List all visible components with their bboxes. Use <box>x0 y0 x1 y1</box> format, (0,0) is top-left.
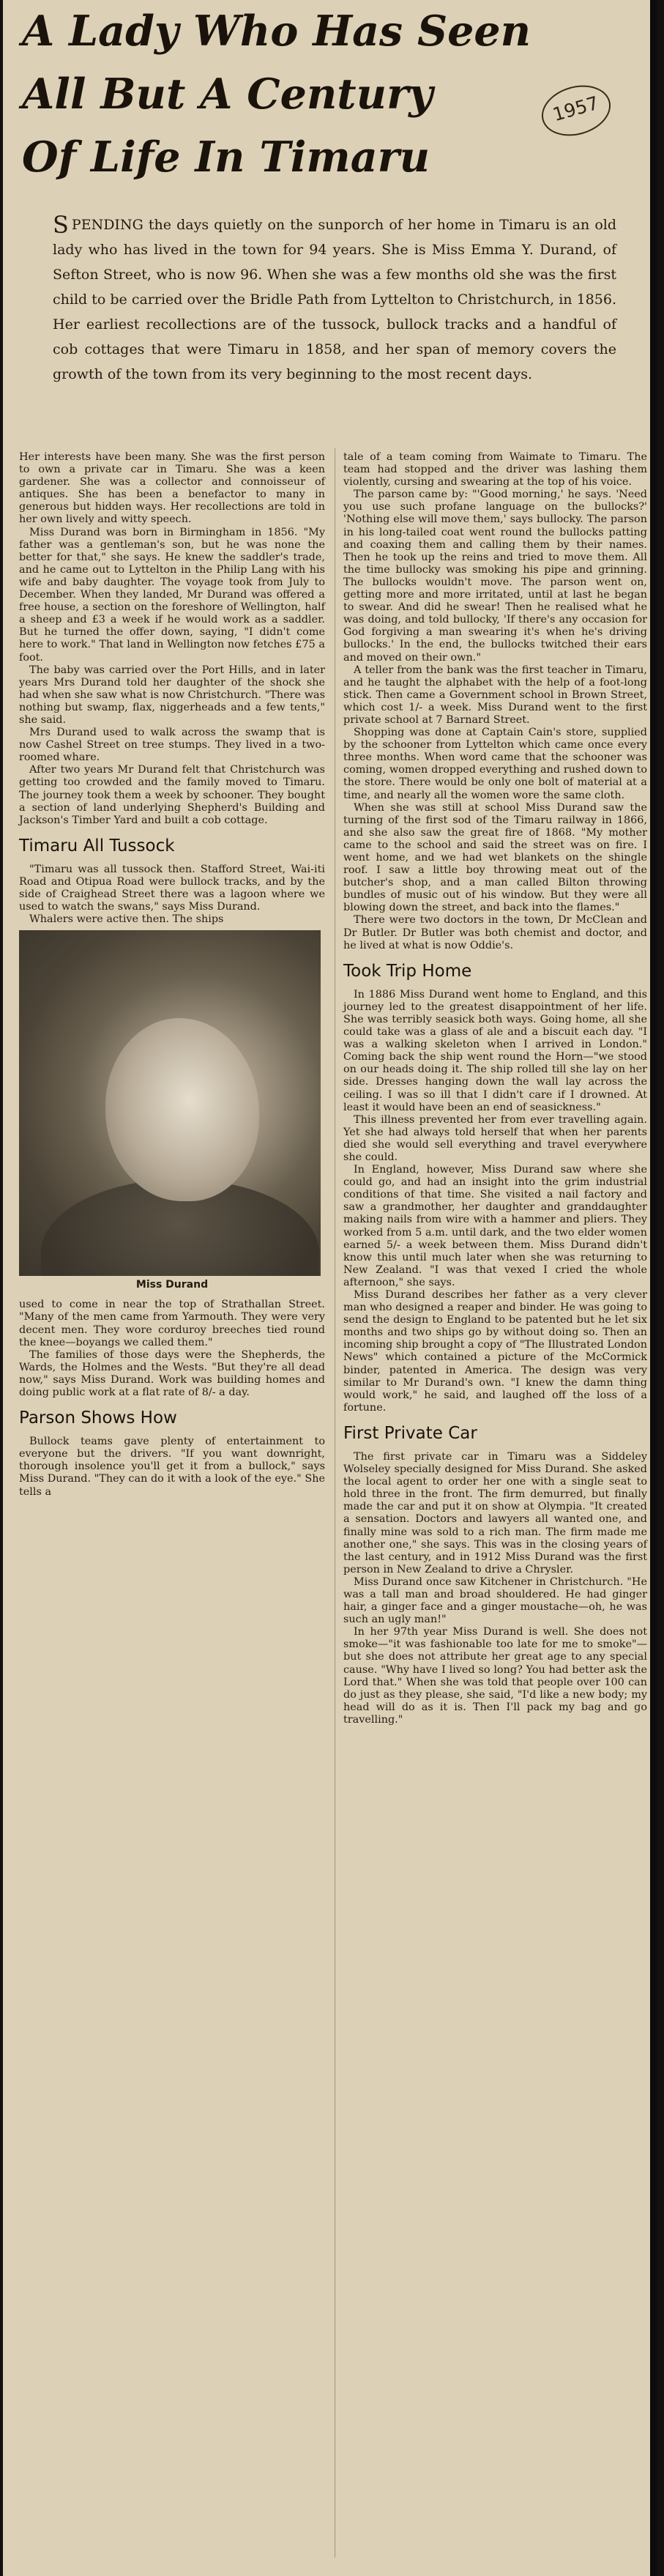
article-paragraph: Shopping was done at Captain Cain's store, supplied by the schooner from Lyttelton which came once every three months. When word came that the schooner was coming, women dropped everything and rushed down to the store. There would be only one bolt of material at a time, and nearly all the women wore the same cloth. <box>343 727 647 801</box>
headline-line-2: All But A Century <box>22 70 433 119</box>
drop-cap: S <box>53 211 69 239</box>
article-paragraph: A teller from the bank was the first teacher in Timaru, and he taught the alphabet with the help of a foot-long stick. Then came a Government school in Brown Street, which cost 1/- a week. Miss Durand went to the first private school at 7 Barnard Street. <box>343 664 647 726</box>
headline <box>22 0 608 189</box>
article-paragraph: In England, however, Miss Durand saw where she could go, and had an insight into the grim industrial conditions of that time. She visited a nail factory and saw a grandmother, her daughter and granddaughter making nails from wire with a hammer and pliers. They worked from 5 a.m. until dark, and the two elder women earned 5/- a week between them. Miss Durand didn't know this until much later when she was returning to New Zealand. "I was that vexed I cried the whole afternoon," she says. <box>343 1164 647 1288</box>
scan-edge <box>650 0 657 2576</box>
article-paragraph: The baby was carried over the Port Hills, and in later years Mrs Durand told her daughter of the shock she had when she saw what is now Christchurch. "There was nothing but swamp, flax, niggerheads and a few tents," she said. <box>19 664 325 726</box>
article-paragraph: Mrs Durand used to walk across the swamp that is now Cashel Street on tree stumps. They lived in a two-roomed whare. <box>19 727 325 764</box>
article-paragraph: In her 97th year Miss Durand is well. She does not smoke—"it was fashionable too late for me to smoke"—but she does not attribute her great age to any special cause. "Why have I lived so long? You had better ask the Lord that." When she was told that people over 100 can do just as they please, she said, "I'd like a new body; my head will do as it is. Then I'll pack my bag and go travelling." <box>343 1626 647 1726</box>
headline-line-3: Of Life In Timaru <box>22 133 430 182</box>
subhead-parson-shows-how: Parson Shows How <box>19 1408 177 1428</box>
photo-caption: Miss Durand <box>135 1279 209 1291</box>
article-paragraph: Bullock teams gave plenty of entertainment to everyone but the drivers. "If you want downright, thorough insolence you'll get it from a bullock," says Miss Durand. "They can do it with a look of the eye." She tells a <box>19 1436 325 1498</box>
article-paragraph: The first private car in Timaru was a Siddeley Wolseley specially designed for Miss Durand. She asked the local agent to order her one with a single seat to hold three in the front. The firm demurred, but finally made the car and put it on show at Olympia. "It created a sensation. Doctors and lawyers all wanted one, and finally mine was sold to a rich man. The firm made me another one," she says. This was in the closing years of the last century, and in 1912 Miss Durand was the first person in New Zealand to drive a Chrysler. <box>343 1450 647 1575</box>
article-paragraph: The parson came by: "'Good morning,' he says. 'Need you use such profane language on the bullocks?' 'Nothing else will move them,' says bullocky. The parson in his long-tailed coat went round the bullocks patting and coaxing them and calling them by their names. Then he took up the reins and tried to move them. All the time bullocky was smoking his pipe and grinning. The bullocks wouldn't move. The parson went on, getting more and more irritated, until at last he began to swear. And did he swear! Then he realised what he was doing, and told bullocky, 'If there's any occasion for God forgiving a man swearing it's when he's driving bullocks.' In the end, the bullocks twitched their ears and moved on their own." <box>343 489 647 664</box>
lead-text: PENDING the days quietly on the sunporch of her home in Timaru is an old lady who has lived in the town for 94 years. She is Miss Emma Y. Durand, of Sefton Street, who is now 96. When she was a few months old she was the first child to be carried over the Bridle Path from Lyttelton to Christchurch, in 1856. Her earliest recollections are of the tussock, bullock tracks and a handful of cob cottages that were Timaru in 1858, and her span of memory covers the growth of the town from its very beginning to the most recent days. <box>53 217 616 382</box>
article-paragraph: After two years Mr Durand felt that Christchurch was getting too crowded and the family moved to Timaru. The journey took them a week by schooner. They bought a section of land underlying Shepherd's Building and Jackson's Timber Yard and built a cob cottage. <box>19 764 325 826</box>
subhead-took-trip-home: Took Trip Home <box>343 961 472 981</box>
photo-face <box>105 1018 259 1201</box>
newspaper-clipping <box>3 0 657 2576</box>
article-paragraph: Whalers were active then. The ships <box>29 913 224 926</box>
headline-line-1: A Lady Who Has Seen <box>22 7 531 56</box>
article-paragraph: Her interests have been many. She was the first person to own a private car in Timaru. She was a keen gardener. She was a collector and connoisseur of antiques. She has been a benefactor to many in generous but hidden ways. Her recollections are told in her own lively and witty speech. <box>19 451 325 526</box>
article-paragraph: Miss Durand describes her father as a very clever man who designed a reaper and binder. He was going to send the design to England to be patented but he let six months and two ships go by without doing so. Then an incoming ship brought a copy of "The Illustrated London News" which contained a picture of the McCormick binder, patented in America. The design was very similar to Mr Durand's own. "I knew the damn thing would work," he said, and laughed off the loss of a fortune. <box>343 1289 647 1414</box>
article-paragraph: tale of a team coming from Waimate to Timaru. The team had stopped and the driver was lashing them violently, cursing and swearing at the top of his voice. <box>343 451 647 489</box>
handwritten-year: 1957 <box>536 78 616 144</box>
article-paragraph: used to come in near the top of Strathallan Street. "Many of the men came from Yarmouth. They were very decent men. They wore corduroy breeches tied round the knee—boyangs we called them." <box>19 1299 325 1348</box>
right-column <box>343 451 647 1726</box>
article-paragraph: Miss Durand once saw Kitchener in Christchurch. "He was a tall man and broad shouldered. He had ginger hair, a ginger face and a ginger moustache—oh, he was such an ugly man!" <box>343 1575 647 1626</box>
article-paragraph: "Timaru was all tussock then. Stafford Street, Wai-iti Road and Otipua Road were bullock tracks, and by the side of Craighead Street there was a lagoon where we used to watch the swans," says Miss Durand. <box>19 863 325 913</box>
article-paragraph: The families of those days were the Shepherds, the Wards, the Holmes and the Wests. "But they're all dead now," says Miss Durand. Work was building homes and doing public work at a flat rate of 8/- a day. <box>19 1348 325 1399</box>
portrait-photo <box>19 930 321 1276</box>
lead-paragraph <box>53 212 616 387</box>
subhead-timaru-all-tussock: Timaru All Tussock <box>19 836 175 855</box>
article-paragraph: Miss Durand was born in Birmingham in 1856. "My father was a gentleman's son, but he was none the better for that," she says. He knew the saddler's trade, and he came out to Lyttelton in the Philip Lang with his wife and baby daughter. The voyage took from July to December. When they landed, Mr Durand was offered a free house, a section on the foreshore of Wellington, half a sheep and £3 a week if he would work as a saddler. But he turned the offer down, saying, "I didn't come here to work." That land in Wellington now fetches £75 a foot. <box>19 526 325 664</box>
article-paragraph: This illness prevented her from ever travelling again. Yet she had always told herself that when her parents died she would sell everything and travel everywhere she could. <box>343 1113 647 1163</box>
subhead-first-private-car: First Private Car <box>343 1423 477 1443</box>
article-paragraph: In 1886 Miss Durand went home to England, and this journey led to the greatest disappointment of her life. She was terribly seasick both ways. Going home, all she could take was a glass of ale and a biscuit each day. "I was a walking skeleton when I arrived in London." Coming back the ship went round the Horn—"we stood on our heads doing it. The ship rolled till she lay on her side. Dresses hanging down the wall lay across the ceiling. I was so ill that I didn't care if I drowned. At least it would have been an end of seasickness." <box>343 988 647 1113</box>
article-paragraph: There were two doctors in the town, Dr McClean and Dr Butler. Dr Butler was both chemist and doctor, and he lived at what is now Oddie's. <box>343 914 647 951</box>
article-paragraph: When she was still at school Miss Durand saw the turning of the first sod of the Timaru railway in 1866, and she also saw the great fire of 1868. "My mother came to the school and said the street was on fire. I went home, and we had wet blankets on the shingle roof. I saw a little boy throwing meat out of the butcher's shop, and a man called Bilton throwing bundles of music out of his window. But they were all blowing down the street, and back into the flames." <box>343 801 647 914</box>
left-column <box>19 451 325 1499</box>
